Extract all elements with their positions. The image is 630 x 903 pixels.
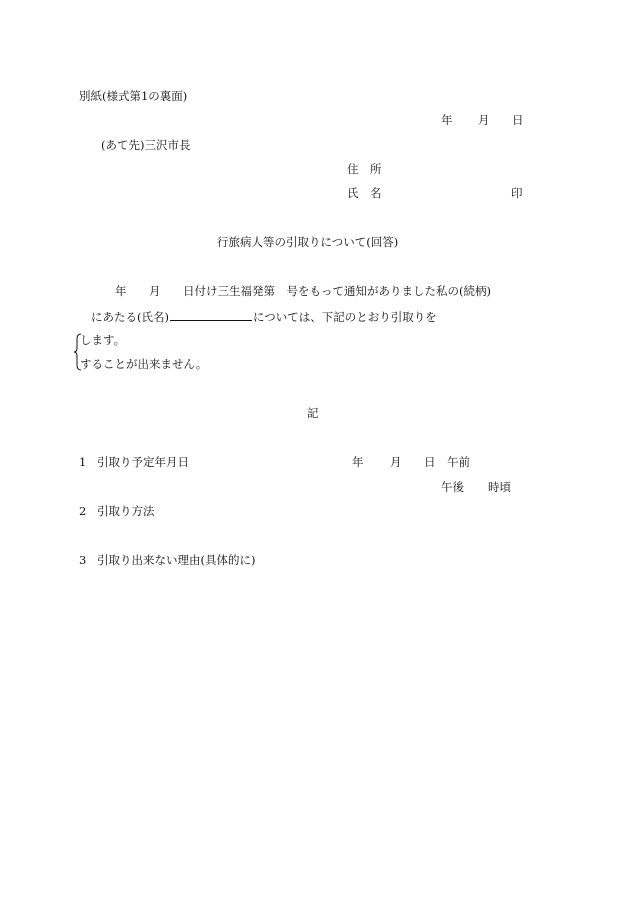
body-line2 xyxy=(91,309,437,324)
body-line1-text: 日付け三生福発第 号をもって通知がありました私の(続柄) xyxy=(183,284,491,298)
addressee: (あて先)三沢市長 xyxy=(101,138,191,152)
item-2-number: 2 xyxy=(79,504,87,518)
seal-mark: 印 xyxy=(511,186,523,200)
item-1-am: 午前 xyxy=(447,455,470,469)
name-label: 氏 名 xyxy=(347,186,382,200)
body-line1-year: 年 xyxy=(115,284,127,298)
address-label: 住 所 xyxy=(347,162,382,176)
item-1-number: 1 xyxy=(79,455,87,469)
body-line2-suffix: については、下記のとおり引取りを xyxy=(252,310,437,324)
document-title: 行旅病人等の引取りについて(回答) xyxy=(217,235,399,249)
body-line1-month: 月 xyxy=(149,284,161,298)
item-3-number: 3 xyxy=(79,553,87,567)
item-1-year: 年 xyxy=(352,455,364,469)
ki-heading: 記 xyxy=(307,406,319,420)
item-3-label: 引取り出来ない理由(具体的に) xyxy=(97,553,256,567)
option-decline: することが出来ません。 xyxy=(80,357,208,371)
appendix-label: 別紙(様式第1の裏面) xyxy=(79,89,188,103)
item-1-time: 時頃 xyxy=(488,480,511,494)
date-month: 月 xyxy=(478,113,490,127)
date-year: 年 xyxy=(441,113,453,127)
item-1-month: 月 xyxy=(390,455,402,469)
item-2-label: 引取り方法 xyxy=(97,504,155,518)
item-1-label: 引取り予定年月日 xyxy=(97,455,189,469)
body-line2-prefix: にあたる(氏名) xyxy=(91,310,169,324)
date-day: 日 xyxy=(512,113,524,127)
item-1-day: 日 xyxy=(424,455,436,469)
item-1-pm: 午後 xyxy=(441,480,464,494)
name-underline xyxy=(170,309,252,321)
option-accept: します。 xyxy=(80,333,126,347)
